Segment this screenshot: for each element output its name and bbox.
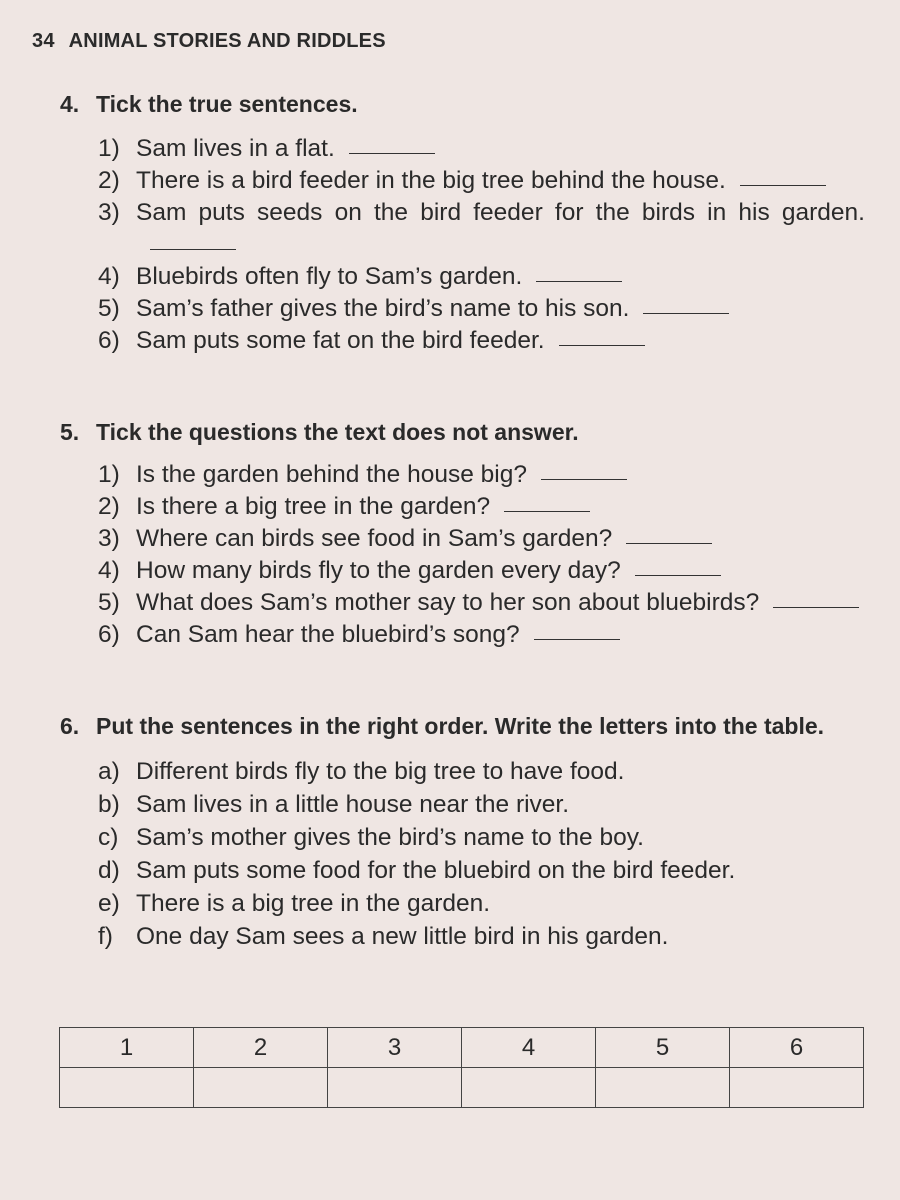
table-header-cell: 4 xyxy=(462,1028,596,1068)
table-header-cell: 3 xyxy=(328,1028,462,1068)
answer-table xyxy=(59,1027,864,1108)
page-number: 34 xyxy=(32,30,55,52)
item-marker: e) xyxy=(98,890,120,917)
list-item xyxy=(98,197,865,261)
page-title: ANIMAL STORIES AND RIDDLES xyxy=(68,30,386,52)
task-6-title xyxy=(60,712,865,741)
item-text: Bluebirds often fly to Sam’s garden. xyxy=(136,263,523,290)
sentence-list xyxy=(60,755,865,953)
table-header-cell: 6 xyxy=(730,1028,864,1068)
answer-blank[interactable] xyxy=(740,184,826,186)
answer-blank[interactable] xyxy=(534,638,620,640)
item-marker: 1) xyxy=(98,135,120,162)
item-text: Sam’s mother gives the bird’s name to the boy. xyxy=(136,824,644,851)
list-item xyxy=(98,619,865,651)
item-marker: 6) xyxy=(98,621,120,648)
list-item xyxy=(98,854,865,887)
answer-blank[interactable] xyxy=(541,478,627,480)
table-answer-row xyxy=(60,1068,864,1108)
item-text: Sam puts some food for the bluebird on the bird feeder. xyxy=(136,857,736,884)
task-instruction: Tick the questions the text does not answer. xyxy=(96,419,579,445)
item-text: What does Sam’s mother say to her son about bluebirds? xyxy=(136,589,760,616)
item-text: There is a bird feeder in the big tree behind the house. xyxy=(136,167,726,194)
answer-blank[interactable] xyxy=(150,248,236,250)
list-item xyxy=(98,491,865,523)
sentence-list xyxy=(60,133,865,357)
table-header-cell: 1 xyxy=(60,1028,194,1068)
list-item xyxy=(98,459,865,491)
item-text: One day Sam sees a new little bird in his garden. xyxy=(136,923,669,950)
task-6 xyxy=(60,712,865,953)
list-item xyxy=(98,887,865,920)
answer-blank[interactable] xyxy=(504,510,590,512)
item-marker: 3) xyxy=(98,199,120,226)
item-text: Can Sam hear the bluebird’s song? xyxy=(136,621,520,648)
item-marker: 1) xyxy=(98,461,120,488)
page-header xyxy=(32,30,386,53)
list-item xyxy=(98,325,865,357)
item-text: Is there a big tree in the garden? xyxy=(136,493,491,520)
task-number: 5. xyxy=(60,419,80,445)
item-text: Where can birds see food in Sam’s garden? xyxy=(136,525,613,552)
item-text: Sam’s father gives the bird’s name to his son. xyxy=(136,295,630,322)
item-marker: 5) xyxy=(98,589,120,616)
answer-blank[interactable] xyxy=(349,152,435,154)
answer-cell[interactable] xyxy=(730,1068,864,1108)
list-item xyxy=(98,920,865,953)
answer-blank[interactable] xyxy=(559,344,645,346)
item-text: There is a big tree in the garden. xyxy=(136,890,491,917)
list-item xyxy=(98,261,865,293)
item-marker: 3) xyxy=(98,525,120,552)
item-marker: d) xyxy=(98,857,120,884)
item-text: Is the garden behind the house big? xyxy=(136,461,527,488)
task-5-title xyxy=(60,418,865,447)
task-number: 6. xyxy=(60,713,80,739)
list-item xyxy=(98,821,865,854)
answer-cell[interactable] xyxy=(60,1068,194,1108)
table-header-cell: 2 xyxy=(194,1028,328,1068)
item-marker: a) xyxy=(98,758,120,785)
list-item xyxy=(98,755,865,788)
list-item xyxy=(98,587,865,619)
item-marker: f) xyxy=(98,923,113,950)
answer-blank[interactable] xyxy=(635,574,721,576)
item-marker: 4) xyxy=(98,263,120,290)
item-marker: 6) xyxy=(98,327,120,354)
item-marker: 2) xyxy=(98,167,120,194)
item-text: How many birds fly to the garden every day? xyxy=(136,557,621,584)
task-instruction: Tick the true sentences. xyxy=(96,91,358,117)
table-header-row xyxy=(60,1028,864,1068)
item-text: Different birds fly to the big tree to have food. xyxy=(136,758,625,785)
item-marker: 5) xyxy=(98,295,120,322)
answer-blank[interactable] xyxy=(643,312,729,314)
question-list xyxy=(60,459,865,651)
task-number: 4. xyxy=(60,91,80,117)
list-item xyxy=(98,788,865,821)
list-item xyxy=(98,293,865,325)
answer-cell[interactable] xyxy=(328,1068,462,1108)
answer-blank[interactable] xyxy=(626,542,712,544)
item-text: Sam puts seeds on the bird feeder for the birds in his garden. xyxy=(136,199,865,226)
task-instruction: Put the sentences in the right order. Write the letters into the table. xyxy=(96,713,825,739)
item-text: Sam lives in a little house near the river. xyxy=(136,791,570,818)
list-item xyxy=(98,523,865,555)
task-5 xyxy=(60,418,865,651)
answer-cell[interactable] xyxy=(194,1068,328,1108)
task-4 xyxy=(60,90,865,357)
answer-blank[interactable] xyxy=(773,606,859,608)
item-marker: c) xyxy=(98,824,119,851)
item-marker: 2) xyxy=(98,493,120,520)
table-header-cell: 5 xyxy=(596,1028,730,1068)
answer-cell[interactable] xyxy=(462,1068,596,1108)
item-text: Sam puts some fat on the bird feeder. xyxy=(136,327,545,354)
item-text: Sam lives in a flat. xyxy=(136,135,335,162)
item-marker: b) xyxy=(98,791,120,818)
answer-blank[interactable] xyxy=(536,280,622,282)
list-item xyxy=(98,165,865,197)
list-item xyxy=(98,555,865,587)
task-4-title xyxy=(60,90,865,119)
answer-cell[interactable] xyxy=(596,1068,730,1108)
list-item xyxy=(98,133,865,165)
item-marker: 4) xyxy=(98,557,120,584)
